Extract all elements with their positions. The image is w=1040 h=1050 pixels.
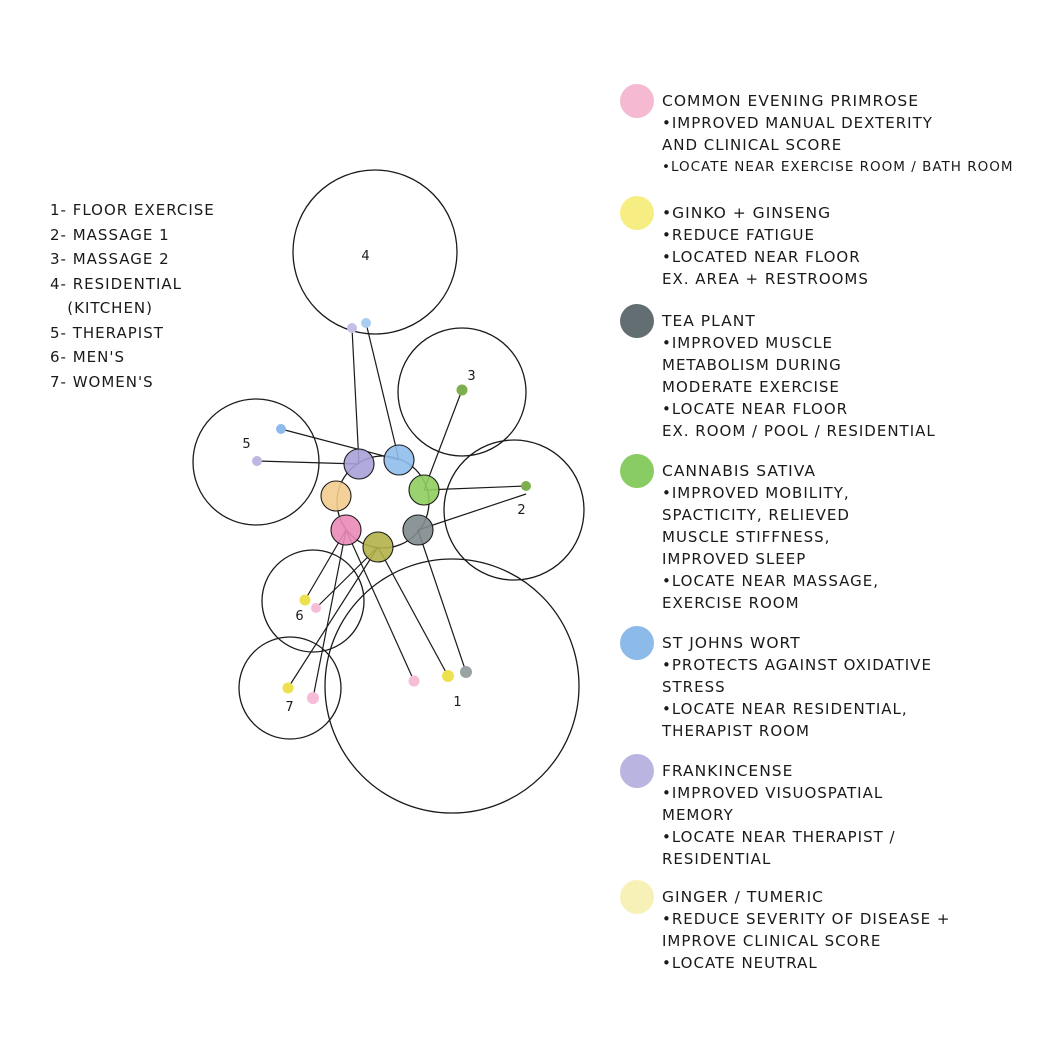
legend-note: AND CLINICAL SCORE	[662, 136, 843, 154]
legend-note: RESIDENTIAL	[662, 850, 772, 868]
legend-note: THERAPIST ROOM	[662, 722, 810, 740]
legend-note: •LOCATE NEAR THERAPIST /	[662, 828, 896, 846]
connector-line	[366, 323, 399, 460]
plant-node-tea-plant	[403, 515, 433, 545]
legend-note: •LOCATE NEAR FLOOR	[662, 400, 849, 418]
ginger-swatch	[620, 880, 654, 914]
room-dot-ginko	[283, 683, 294, 694]
room-bubble-6	[262, 550, 364, 652]
legend-notes	[662, 332, 1030, 442]
primrose-swatch	[620, 84, 654, 118]
room-key-item: 6- MEN'S	[50, 348, 126, 366]
legend-plant-name: GINGER / TUMERIC	[662, 888, 824, 906]
legend-note: •LOCATE NEAR MASSAGE,	[662, 572, 879, 590]
legend-note: IMPROVE CLINICAL SCORE	[662, 932, 882, 950]
room-dot-st-johns-wort	[361, 318, 371, 328]
room-key-item: 1- FLOOR EXERCISE	[50, 201, 215, 219]
connector-line	[424, 390, 462, 490]
connector-line	[313, 530, 346, 698]
frankincense-swatch	[620, 754, 654, 788]
room-number-4: 4	[361, 249, 371, 264]
room-key-item: 4- RESIDENTIAL (KITCHEN)	[50, 274, 183, 317]
legend-note: •LOCATE NEAR EXERCISE ROOM / BATH ROOM	[662, 159, 1014, 175]
ginko-swatch	[620, 196, 654, 230]
room-number-3: 3	[467, 369, 477, 384]
room-dot-st-johns-wort	[276, 424, 286, 434]
plant-legend	[620, 84, 1030, 990]
legend-note: •IMPROVED MUSCLE	[662, 334, 834, 352]
connector-line	[352, 328, 359, 464]
room-key	[50, 198, 215, 394]
room-number-6: 6	[295, 609, 305, 624]
room-dot-primrose	[409, 676, 420, 687]
room-number-7: 7	[285, 700, 295, 715]
tea-plant-swatch	[620, 304, 654, 338]
legend-note: SPACTICITY, RELIEVED	[662, 506, 850, 524]
legend-plant-name: TEA PLANT	[662, 312, 756, 330]
room-dot-ginko	[300, 595, 311, 606]
legend-notes	[662, 908, 1030, 974]
legend-note: MUSCLE STIFFNESS,	[662, 528, 831, 546]
room-dot-cannabis	[457, 385, 468, 396]
legend-note: MODERATE EXERCISE	[662, 378, 840, 396]
legend-notes	[662, 112, 1030, 178]
room-number-1: 1	[453, 695, 463, 710]
legend-plant-name: FRANKINCENSE	[662, 762, 794, 780]
legend-note: •LOCATE NEAR RESIDENTIAL,	[662, 700, 908, 718]
st-johns-wort-swatch	[620, 626, 654, 660]
legend-note: •REDUCE SEVERITY OF DISEASE +	[662, 910, 951, 928]
legend-notes	[662, 782, 1030, 870]
legend-entry-frankincense	[620, 754, 1030, 880]
room-bubble-1	[325, 559, 579, 813]
legend-entry-cannabis	[620, 454, 1030, 626]
room-dot-ginko	[442, 670, 454, 682]
plant-node-cannabis	[409, 475, 439, 505]
legend-note: •LOCATE NEUTRAL	[662, 954, 818, 972]
room-bubble-2	[444, 440, 584, 580]
connector-line	[378, 547, 448, 676]
room-number-2: 2	[517, 503, 527, 518]
room-dot-frankincense	[252, 456, 262, 466]
room-key-item: 7- WOMEN'S	[50, 372, 154, 391]
plant-node-st-johns-wort	[384, 445, 414, 475]
legend-note: EXERCISE ROOM	[662, 594, 800, 612]
legend-note: METABOLISM DURING	[662, 356, 842, 374]
legend-notes	[662, 482, 1030, 614]
room-bubble-4	[293, 170, 457, 334]
legend-note: •IMPROVED MOBILITY,	[662, 484, 850, 502]
legend-note: •REDUCE FATIGUE	[662, 226, 816, 244]
legend-entry-ginger	[620, 880, 1030, 990]
connector-line	[418, 530, 466, 672]
legend-entry-primrose	[620, 84, 1030, 196]
legend-note: EX. AREA + RESTROOMS	[662, 270, 869, 288]
room-key-item: 3- MASSAGE 2	[50, 250, 170, 268]
room-dot-frankincense	[347, 323, 357, 333]
room-key-item: 5- THERAPIST	[50, 323, 164, 342]
legend-plant-name: CANNABIS SATIVA	[662, 462, 816, 480]
legend-note: •LOCATED NEAR FLOOR	[662, 248, 861, 266]
legend-note: •IMPROVED VISUOSPATIAL	[662, 784, 884, 802]
connector-line	[281, 429, 399, 460]
legend-notes	[662, 224, 1030, 290]
legend-notes	[662, 654, 1030, 742]
legend-plant-name: ST JOHNS WORT	[662, 634, 801, 652]
room-key-item: 2- MASSAGE 1	[50, 225, 170, 244]
plant-node-ginger	[321, 481, 351, 511]
cannabis-swatch	[620, 454, 654, 488]
legend-note: STRESS	[662, 678, 726, 696]
legend-plant-name: •GINKO + GINSENG	[662, 204, 832, 222]
plant-node-ginko	[363, 532, 393, 562]
legend-entry-tea-plant	[620, 304, 1030, 454]
plant-node-primrose	[331, 515, 361, 545]
room-number-5: 5	[242, 437, 252, 452]
legend-note: •IMPROVED MANUAL DEXTERITY	[662, 114, 933, 132]
legend-entry-ginko	[620, 196, 1030, 304]
room-dot-cannabis	[521, 481, 531, 491]
room-dot-primrose	[311, 603, 321, 613]
legend-note: MEMORY	[662, 806, 734, 824]
legend-note: •PROTECTS AGAINST OXIDATIVE	[662, 656, 932, 674]
room-dot-tea-plant	[460, 666, 472, 678]
legend-note: IMPROVED SLEEP	[662, 550, 807, 568]
plant-node-frankincense	[344, 449, 374, 479]
legend-entry-st-johns-wort	[620, 626, 1030, 754]
legend-plant-name: COMMON EVENING PRIMROSE	[662, 92, 920, 110]
legend-note: EX. ROOM / POOL / RESIDENTIAL	[662, 422, 936, 440]
room-dot-primrose	[307, 692, 319, 704]
